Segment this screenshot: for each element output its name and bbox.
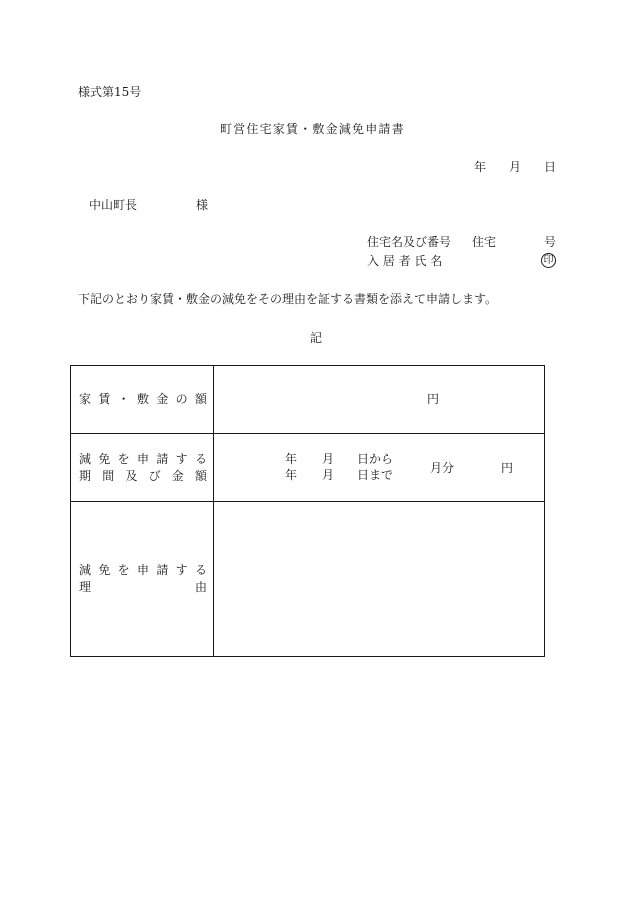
amount-label: 家賃・敷金の額: [79, 392, 207, 406]
application-table: [70, 365, 545, 657]
addressee-honorific: 様: [196, 198, 209, 212]
period-label-line1: 減免を申請する: [79, 451, 207, 466]
amount-label-cell: [71, 366, 214, 434]
period-value-cell[interactable]: [214, 434, 545, 502]
period-label-cell: [71, 434, 214, 502]
statement-text: 下記のとおり家賃・敷金の減免をその理由を証する書類を添えて申請します。: [78, 292, 498, 306]
seal-mark: 印: [541, 253, 556, 268]
to-year: 年: [285, 468, 298, 482]
date-year: 年: [474, 160, 487, 174]
housing-suffix: 号: [544, 235, 557, 249]
reason-label-yu: 由: [194, 580, 207, 594]
document-title: 町営住宅家賃・敷金減免申請書: [220, 122, 405, 136]
table-row-period: [71, 434, 545, 502]
table-row-amount: [71, 366, 545, 434]
from-month: 月: [322, 452, 335, 466]
date-month: 月: [509, 160, 522, 174]
reason-value-cell[interactable]: [214, 502, 545, 657]
period-label-line2: 期間及び金額: [79, 468, 207, 483]
form-number: 様式第15号: [78, 85, 142, 99]
to-month: 月: [322, 468, 335, 482]
reason-label-cell: [71, 502, 214, 657]
housing-label: 住宅名及び番号: [367, 235, 452, 249]
to-day: 日まで: [357, 468, 394, 482]
resident-name-label: 入 居 者 氏 名: [367, 254, 443, 268]
reason-label-line2: [79, 579, 207, 596]
month-portion: 月分: [430, 461, 455, 475]
from-year: 年: [285, 452, 298, 466]
reason-label-ri: 理: [79, 580, 92, 594]
addressee-name: 中山町長: [89, 198, 138, 212]
period-yen: 円: [501, 461, 514, 475]
reason-label-line1: 減免を申請する: [79, 563, 207, 577]
from-day: 日から: [357, 452, 394, 466]
amount-unit-yen: 円: [427, 392, 440, 406]
date-day: 日: [544, 160, 557, 174]
ki-heading: 記: [310, 331, 323, 345]
housing-prefix: 住宅: [472, 235, 497, 249]
table-row-reason: [71, 502, 545, 657]
amount-value-cell[interactable]: [214, 366, 545, 434]
